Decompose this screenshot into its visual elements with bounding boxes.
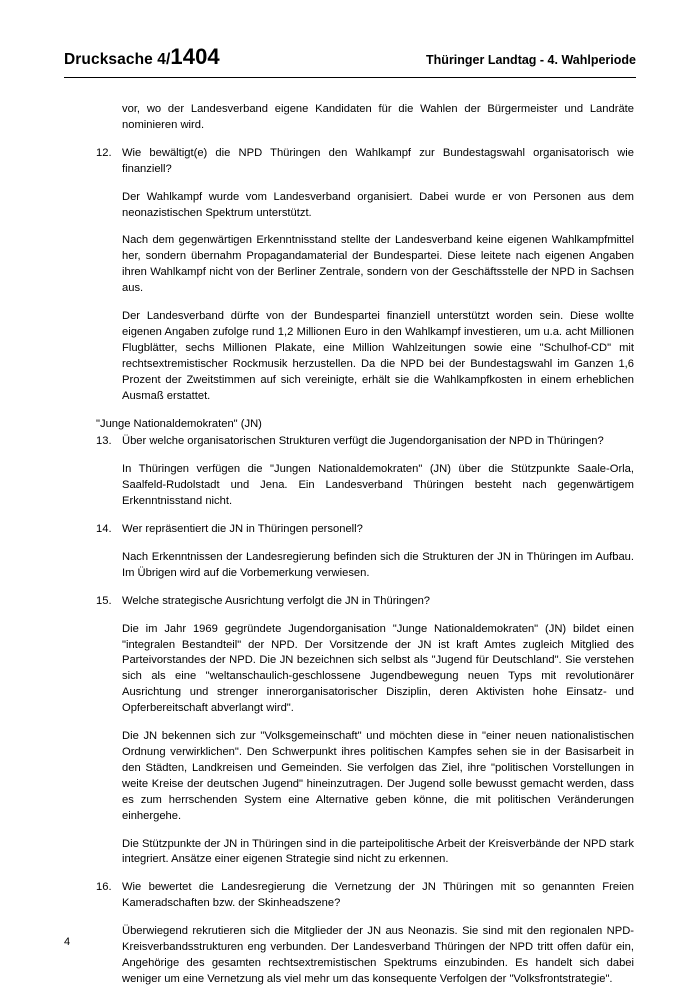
document-reference xyxy=(64,44,220,70)
document-body xyxy=(58,102,642,988)
paragraph-intro: vor, wo der Landesverband eigene Kandidaten für die Wahlen der Bürgermeister und Landräte nominieren wird. xyxy=(122,103,634,131)
answer-12-paragraph-3: Der Landesverband dürfte von der Bundespartei finanziell unterstützt worden sein. Diese wollte eigenen Angaben zufolge rund 1,2 Millionen Euro in den Wahlkampf investieren, um u.a. acht Millionen Flugblätter, sechs Millionen Plakate, eine Million Wahlzeitungen sowie eine "Schulhof-CD" mit rechtsextremistischer Rockmusik herzustellen. Da die NPD bei der Bundestagswahl im Ganzen 1,6 Prozent der Zweitstimmen auf sich vereinigte, erhält sie die Wahlkampfkosten in einem erheblichen Ausmaß erstattet. xyxy=(122,310,634,402)
answer-13: In Thüringen verfügen die "Jungen Nationaldemokraten" (JN) über die Stützpunkte Saale-Orla, Saalfeld-Rudolstadt und Jena. Ein Landesverband Thüringen besteht nach gegenwärtigem Erkenntnisstand nicht. xyxy=(122,463,634,508)
question-13-text: Über welche organisatorischen Strukturen verfügt die Jugendorganisation der NPD in Thüringen? xyxy=(122,435,604,448)
answer-12-paragraph-2: Nach dem gegenwärtigen Erkenntnisstand stellte der Landesverband keine eigenen Wahlkampfmittel her, sondern übernahm Propagandamaterial der Bundespartei. Diese leitete nach eigenen Angaben ihren Wahlkampf nicht von der Berliner Zentrale, sondern von der Geschäftsstelle der NPD in Sachsen aus. xyxy=(122,234,634,295)
page-number: 4 xyxy=(64,936,71,948)
question-14 xyxy=(84,522,634,538)
question-13-number: 13. xyxy=(96,435,112,448)
question-12-number: 12. xyxy=(96,146,112,159)
question-14-number: 14. xyxy=(96,523,112,536)
page-header xyxy=(58,44,642,70)
question-16-number: 16. xyxy=(96,881,112,894)
answer-16: Überwiegend rekrutieren sich die Mitglieder der JN aus Neonazis. Sie sind mit den regionalen NPD-Kreisverbandsstrukturen eng verbunden. Der Landesverband Thüringen der NPD tritt offen dafür ein, Angehörige des gesamten rechtsextremistischen Spektrums einzubinden. Es handelt sich dabei weniger um eine Vernetzung als viel mehr um das konsequente Verfolgen der "Volksfrontstrategie". xyxy=(122,925,634,985)
section-heading-jn: "Junge Nationaldemokraten" (JN) xyxy=(96,417,262,430)
question-12 xyxy=(84,146,634,178)
question-14-text: Wer repräsentiert die JN in Thüringen personell? xyxy=(122,523,363,536)
question-16-text: Wie bewertet die Landesregierung die Vernetzung der JN Thüringen mit so genannten Freien Kameradschaften bzw. der Skinheadszene? xyxy=(122,881,634,910)
answer-15-paragraph-1: Die im Jahr 1969 gegründete Jugendorganisation "Junge Nationaldemokraten" (JN) bildet einen "integralen Bestandteil" der NPD. Der Vorsitzende der JN ist kraft Amtes zugleich Mitglied des Parteivorstandes der NPD. Die JN bezeichnen sich selbst als "Jugend für Deutschland". Sie verstehen sich als eine "weltanschaulich-geschlossene Jugendbewegung neuen Typs mit revolutionärer Ausrichtung und strenger innerorganisatorischer Disziplin, deren Aktivisten hohe Einsatz- und Opferbereitschaft abverlangt wird". xyxy=(122,622,634,715)
document-reference-number: 1404 xyxy=(170,44,220,69)
parliament-label: Thüringer Landtag - 4. Wahlperiode xyxy=(426,53,636,67)
question-15-text: Welche strategische Ausrichtung verfolgt die JN in Thüringen? xyxy=(122,594,431,607)
question-13 xyxy=(84,434,634,450)
question-15 xyxy=(84,594,634,610)
question-12-text: Wie bewältigt(e) die NPD Thüringen den Wahlkampf zur Bundestagswahl organisatorisch wie finanziell? xyxy=(122,146,634,175)
document-reference-prefix: Drucksache 4/ xyxy=(64,51,171,68)
answer-15-paragraph-2: Die JN bekennen sich zur "Volksgemeinschaft" und möchten diese in "einer neuen nationalistischen Ordnung verwirklichen". Den Schwerpunkt ihres politischen Kampfes sehen sie in der Basisarbeit in den Städten, Landkreisen und Gemeinden. Sie verfolgen das Ziel, ihre "politischen Vorstellungen in weite Kreise der deutschen Jugend" hineinzutragen. Der Jugend solle bewusst gemacht werden, dass es zum herrschenden System eine Alternative geben könne, die mit politischen Veränderungen einhergehe. xyxy=(122,730,634,822)
answer-12-paragraph-1: Der Wahlkampf wurde vom Landesverband organisiert. Dabei wurde er von Personen aus dem neonazistischen Spektrum unterstützt. xyxy=(122,190,634,219)
header-divider xyxy=(64,77,636,78)
question-15-number: 15. xyxy=(96,594,112,607)
answer-15-paragraph-3: Die Stützpunkte der JN in Thüringen sind in die parteipolitische Arbeit der Kreisverbände der NPD stark integriert. Ansätze einer eigenen Strategie sind nicht zu erkennen. xyxy=(122,837,634,866)
answer-14: Nach Erkenntnissen der Landesregierung befinden sich die Strukturen der JN in Thüringen im Aufbau. Im Übrigen wird auf die Vorbemerkung verwiesen. xyxy=(122,550,634,579)
question-16 xyxy=(84,880,634,912)
